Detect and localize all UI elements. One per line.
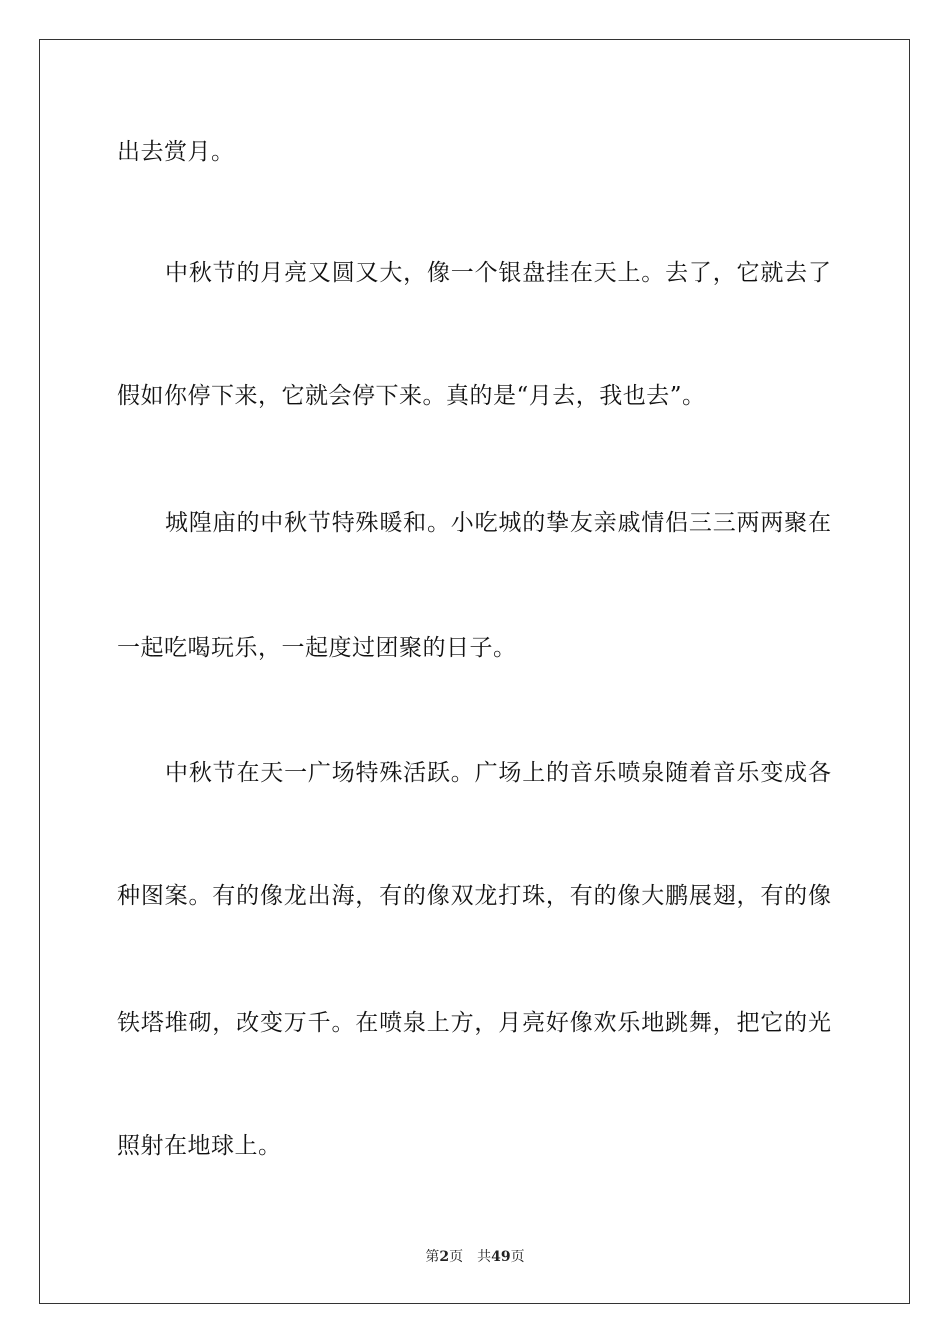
text-line-2: 中秋节的月亮又圆又大，像一个银盘挂在天上。去了，它就去了 [165, 260, 831, 286]
text-line-1: 出去赏月。 [117, 139, 235, 165]
text-line-9: 照射在地球上。 [117, 1133, 282, 1159]
page-suffix: 页 [449, 1249, 464, 1265]
text-line-8: 铁塔堆砌，改变万千。在喷泉上方，月亮好像欢乐地跳舞，把它的光 [117, 1010, 831, 1036]
total-suffix: 页 [510, 1249, 525, 1265]
page-frame [39, 39, 910, 1304]
total-prefix: 共 [477, 1249, 492, 1265]
text-line-6: 中秋节在天一广场特殊活跃。广场上的音乐喷泉随着音乐变成各 [165, 760, 831, 786]
text-line-5: 一起吃喝玩乐，一起度过团聚的日子。 [117, 635, 517, 661]
text-line-3: 假如你停下来，它就会停下来。真的是“月去，我也去”。 [117, 383, 706, 409]
text-line-7: 种图案。有的像龙出海，有的像双龙打珠，有的像大鹏展翅，有的像 [117, 883, 831, 909]
page-footer [0, 1248, 950, 1266]
page-number: 2 [439, 1249, 450, 1265]
text-line-4: 城隍庙的中秋节特殊暖和。小吃城的挚友亲戚情侣三三两两聚在 [165, 510, 831, 536]
page-prefix: 第 [425, 1249, 440, 1265]
total-pages: 49 [491, 1249, 511, 1265]
